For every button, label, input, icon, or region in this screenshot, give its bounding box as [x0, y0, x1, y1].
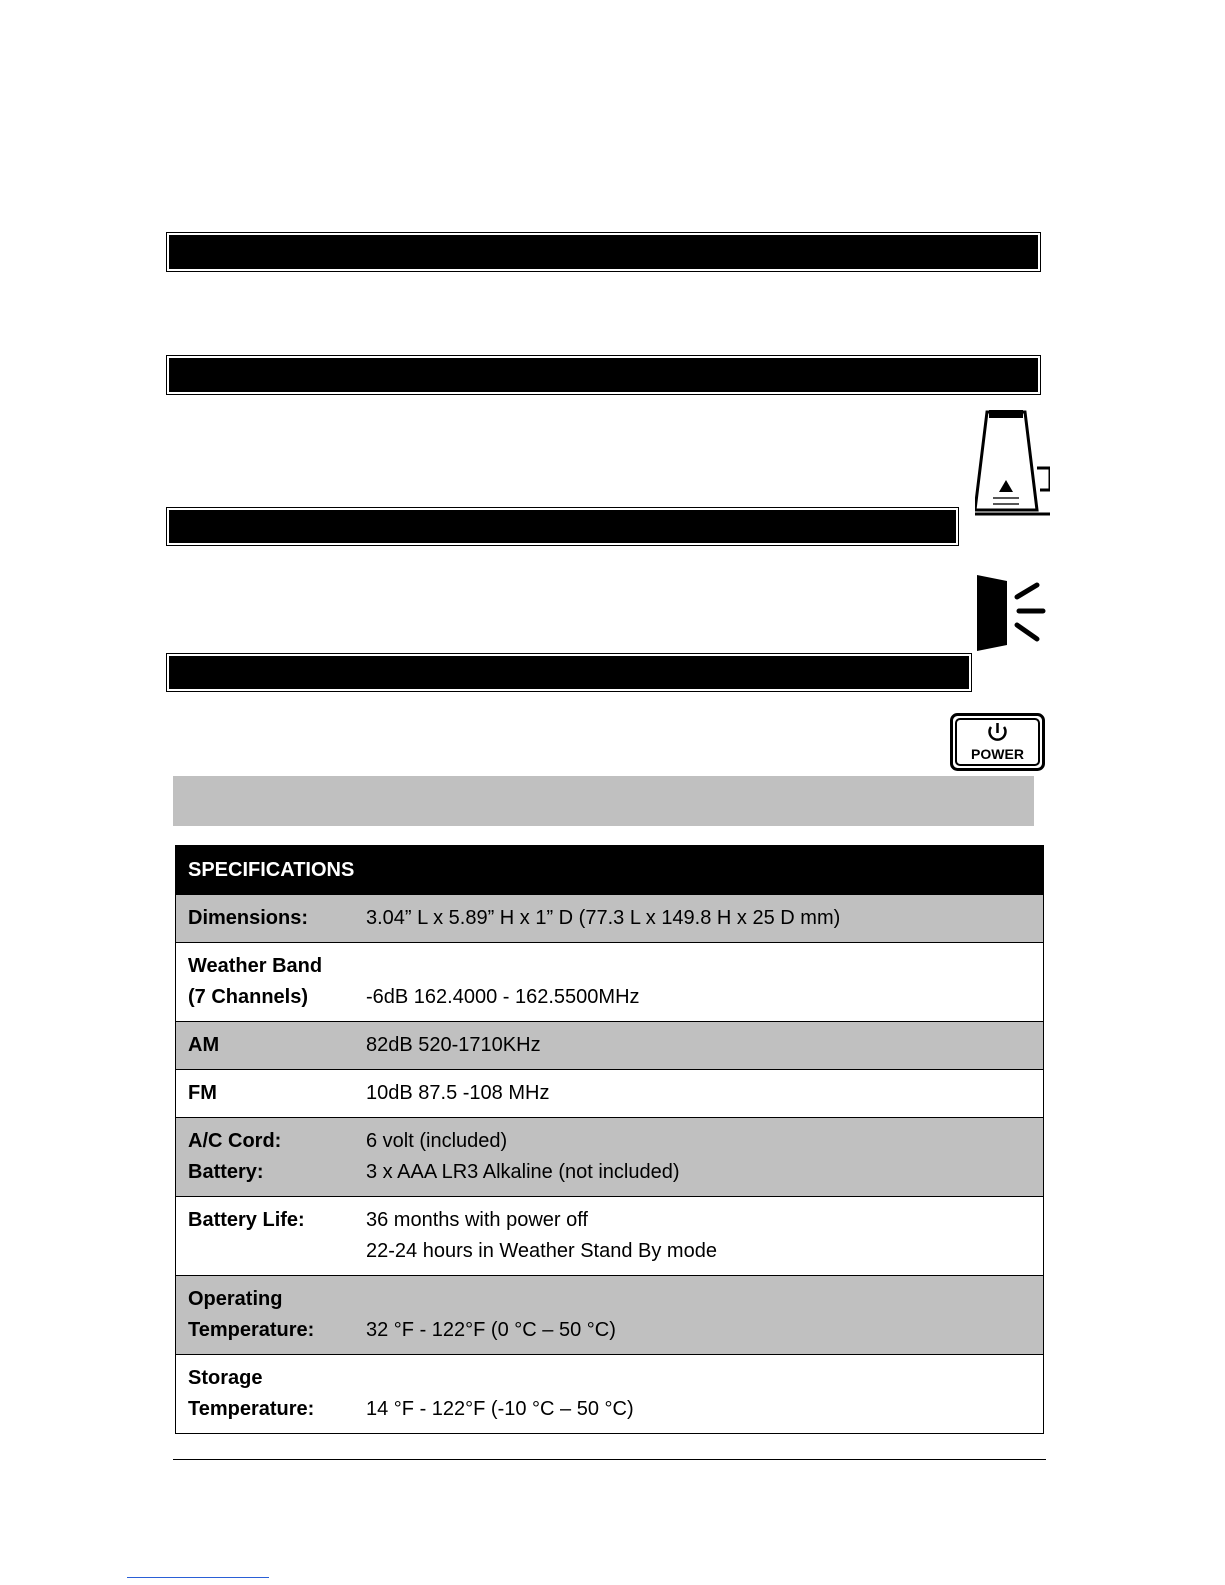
- spec-label: Temperature:: [188, 1319, 315, 1341]
- spec-label: Battery:: [188, 1161, 264, 1183]
- alert-light-icon: [977, 575, 1049, 651]
- spec-label: Temperature:: [188, 1398, 315, 1420]
- gray-band: [173, 776, 1034, 826]
- spec-value: -6dB 162.4000 - 162.5500MHz: [366, 986, 640, 1008]
- spec-label: FM: [188, 1082, 217, 1104]
- spec-label: [188, 1236, 366, 1267]
- section-header-bar-2: [169, 358, 1038, 392]
- spec-row-dimensions: [176, 895, 1044, 943]
- specifications-header: SPECIFICATIONS: [176, 846, 1044, 895]
- specifications-table: [175, 845, 1044, 1434]
- spec-value: 22-24 hours in Weather Stand By mode: [366, 1240, 717, 1262]
- spec-label: A/C Cord:: [188, 1130, 282, 1152]
- weather-stand-icon: [975, 410, 1050, 525]
- spec-label: AM: [188, 1034, 220, 1056]
- bottom-rule: [173, 1459, 1046, 1460]
- spec-label: Operating: [188, 1288, 283, 1310]
- spec-row-fm: [176, 1070, 1044, 1118]
- spec-value: 32 °F - 122°F (0 °C – 50 °C): [366, 1319, 616, 1341]
- spec-value: [366, 1363, 634, 1394]
- spec-label: (7 Channels): [188, 986, 309, 1008]
- spec-value: 10dB 87.5 -108 MHz: [366, 1082, 550, 1104]
- spec-row-operating-temperature: [176, 1276, 1044, 1355]
- spec-label: Dimensions:: [188, 907, 309, 929]
- power-button-icon: [950, 713, 1045, 771]
- spec-row-storage-temperature: [176, 1355, 1044, 1434]
- section-header-bar-1: [169, 235, 1038, 269]
- spec-value: 3 x AAA LR3 Alkaline (not included): [366, 1161, 680, 1183]
- section-header-bar-4: [169, 656, 969, 689]
- spec-label: Battery Life:: [188, 1209, 305, 1231]
- spec-value: [366, 951, 640, 982]
- footer-link-underline: [127, 1577, 269, 1578]
- spec-label: Storage: [188, 1367, 263, 1389]
- spec-row-weather-band: [176, 943, 1044, 1022]
- spec-value: 36 months with power off: [366, 1209, 588, 1231]
- spec-row-power: [176, 1118, 1044, 1197]
- spec-value: [366, 1284, 616, 1315]
- section-header-bar-3: [169, 510, 956, 543]
- spec-value: 3.04” L x 5.89” H x 1” D (77.3 L x 149.8 H x 25 D mm): [366, 907, 841, 929]
- spec-label: Weather Band: [188, 955, 323, 977]
- spec-value: 14 °F - 122°F (-10 °C – 50 °C): [366, 1398, 634, 1420]
- spec-value: 6 volt (included): [366, 1130, 508, 1152]
- power-label: POWER: [971, 746, 1024, 762]
- spec-row-battery-life: [176, 1197, 1044, 1276]
- spec-value: 82dB 520-1710KHz: [366, 1034, 541, 1056]
- spec-row-am: [176, 1022, 1044, 1070]
